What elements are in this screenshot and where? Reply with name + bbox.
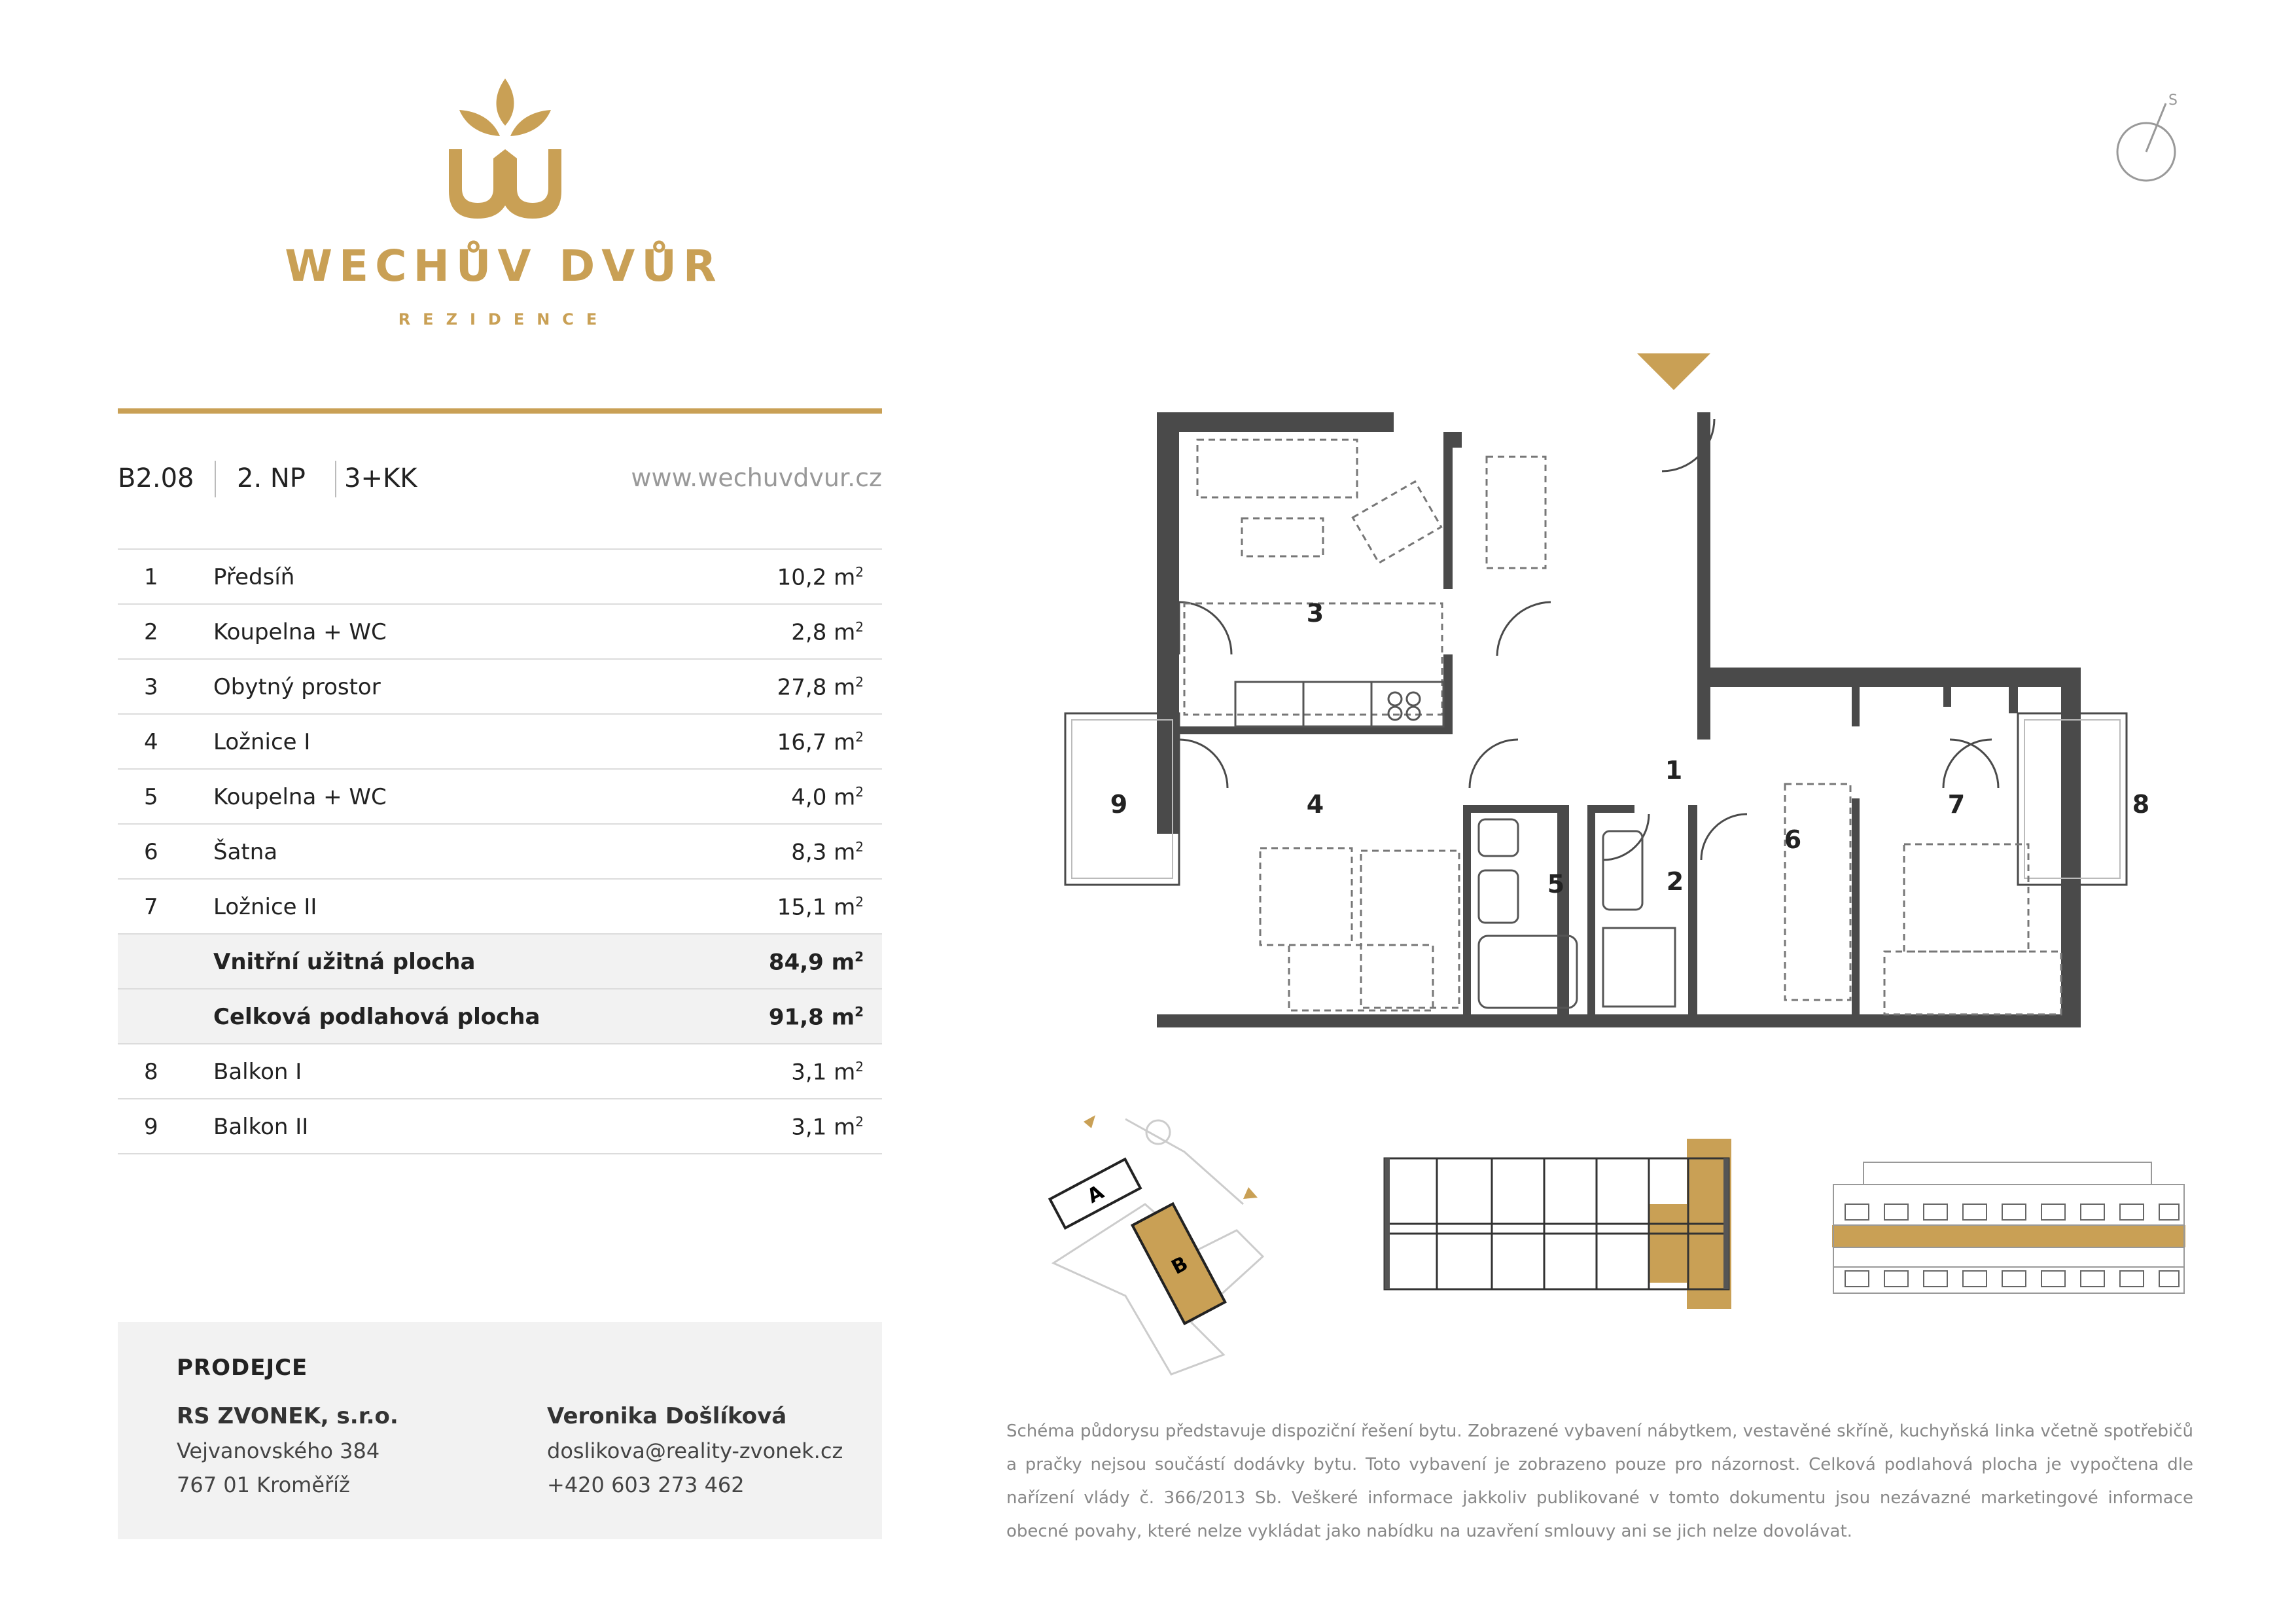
- header-divider: [118, 408, 882, 414]
- website-link[interactable]: www.wechuvdvur.cz: [631, 463, 882, 492]
- separator: [215, 461, 216, 497]
- room-number: 1: [144, 564, 158, 590]
- room-name: Šatna: [213, 839, 278, 865]
- room-label-9: 9: [1110, 790, 1128, 819]
- unit-layout: 3+KK: [344, 463, 417, 493]
- room-label-5: 5: [1547, 870, 1565, 899]
- room-name: Vnitřní užitná plocha: [213, 949, 476, 975]
- contact-heading: PRODEJCE: [177, 1355, 308, 1381]
- room-area-table: [118, 548, 882, 1154]
- brand-subtitle: REZIDENCE: [398, 310, 610, 329]
- room-number: 8: [144, 1059, 158, 1085]
- table-row: [118, 713, 882, 768]
- brand-logo-icon: [440, 72, 571, 223]
- company-street: Vejvanovského 384: [177, 1438, 380, 1463]
- room-area: 27,8 $m^2$: [777, 674, 864, 701]
- view-arrow-icon: [1243, 1187, 1258, 1199]
- table-row-total-floor: [118, 988, 882, 1043]
- room-number: 9: [144, 1114, 158, 1140]
- room-area: 4,0 $m^2$: [791, 784, 864, 811]
- unit-code: B2.08: [118, 463, 194, 493]
- room-name: Koupelna + WC: [213, 619, 387, 645]
- room-name: Ložnice I: [213, 729, 311, 755]
- agent-email[interactable]: doslikova@reality-zvonek.cz: [547, 1438, 843, 1463]
- table-row: [118, 548, 882, 603]
- site-plan: [1027, 1106, 1302, 1387]
- room-label-3: 3: [1306, 599, 1324, 628]
- building-elevation: [1832, 1152, 2185, 1296]
- room-name: Obytný prostor: [213, 674, 381, 700]
- agent-name: Veronika Došlíková: [547, 1403, 787, 1429]
- room-number: 7: [144, 894, 158, 920]
- north-compass-icon: [2113, 92, 2185, 190]
- room-area: 16,7 $m^2$: [777, 729, 864, 756]
- table-row: [118, 1043, 882, 1098]
- table-row: [118, 1098, 882, 1154]
- room-area: 91,8 $m^2$: [768, 1004, 864, 1031]
- floor-plan: [1060, 347, 2199, 1027]
- separator: [335, 461, 336, 497]
- room-label-7: 7: [1947, 790, 1966, 819]
- room-area: 15,1 $m^2$: [777, 894, 864, 921]
- room-area: 8,3 $m^2$: [791, 839, 864, 866]
- brand-name: WECHŮV DVŮR: [285, 241, 723, 291]
- table-row: [118, 658, 882, 713]
- kitchen-counter: [1235, 682, 1443, 726]
- building-a-label: A: [1083, 1181, 1108, 1209]
- table-row: [118, 878, 882, 933]
- room-area: 10,2 $m^2$: [777, 564, 864, 591]
- view-arrow-icon: [1084, 1115, 1095, 1128]
- room-name: Balkon II: [213, 1114, 309, 1140]
- agent-phone[interactable]: +420 603 273 462: [547, 1472, 745, 1497]
- disclaimer-text: Schéma půdorysu představuje dispoziční řešení bytu. Zobrazené vybavení nábytkem, vestavěné skříně, kuchyňská linka včetně spotřebičů a pračky nejsou součástí dodávky bytu. Toto vybavení je zobrazeno pouze pro názornost. Celková podlahová plocha je vypočtena dle nařízení vlády č. 366/2013 Sb. Veškeré informace jakkoliv publikované v tomto dokumentu jsou nezávazné marketingové informace obecné povahy, které nelze vykládat jako nabídku na uzavření smlouvy ani se jich nelze dovolávat.: [1006, 1421, 2193, 1541]
- room-label-1: 1: [1665, 756, 1683, 785]
- room-number: 3: [144, 674, 158, 700]
- balconies: [1065, 713, 2127, 885]
- company-city: 767 01 Kroměříž: [177, 1472, 350, 1497]
- walls: [1157, 412, 2081, 1027]
- company-name: RS ZVONEK, s.r.o.: [177, 1403, 398, 1429]
- room-name: Koupelna + WC: [213, 784, 387, 810]
- table-row: [118, 823, 882, 878]
- room-area: 2,8 $m^2$: [791, 619, 864, 646]
- room-name: Balkon I: [213, 1059, 302, 1085]
- room-area: 3,1 $m^2$: [791, 1059, 864, 1086]
- building-floor-key-plan: [1381, 1139, 1734, 1309]
- room-label-2: 2: [1666, 867, 1684, 896]
- unit-header: [118, 458, 882, 504]
- entrance-arrow-icon: [1637, 353, 1710, 390]
- compass-letter: S: [2168, 92, 2178, 109]
- sales-contact-box: [118, 1322, 882, 1539]
- room-name: Předsíň: [213, 564, 295, 590]
- doors: [1179, 419, 1998, 860]
- room-label-4: 4: [1306, 790, 1324, 819]
- room-label-8: 8: [2132, 790, 2150, 819]
- table-row: [118, 603, 882, 658]
- unit-floor: 2. NP: [237, 463, 306, 493]
- building-b-label: B: [1167, 1252, 1192, 1279]
- table-row: [118, 768, 882, 823]
- room-name: Celková podlahová plocha: [213, 1004, 540, 1030]
- room-number: 2: [144, 619, 158, 645]
- room-number: 4: [144, 729, 158, 755]
- table-row-total-usable: [118, 933, 882, 988]
- room-area: 84,9 $m^2$: [768, 949, 864, 976]
- room-area: 3,1 $m^2$: [791, 1114, 864, 1141]
- room-number: 6: [144, 839, 158, 865]
- room-label-6: 6: [1784, 825, 1802, 854]
- room-number: 5: [144, 784, 158, 810]
- room-name: Ložnice II: [213, 894, 317, 920]
- bathroom-fixtures: [1479, 819, 1675, 1008]
